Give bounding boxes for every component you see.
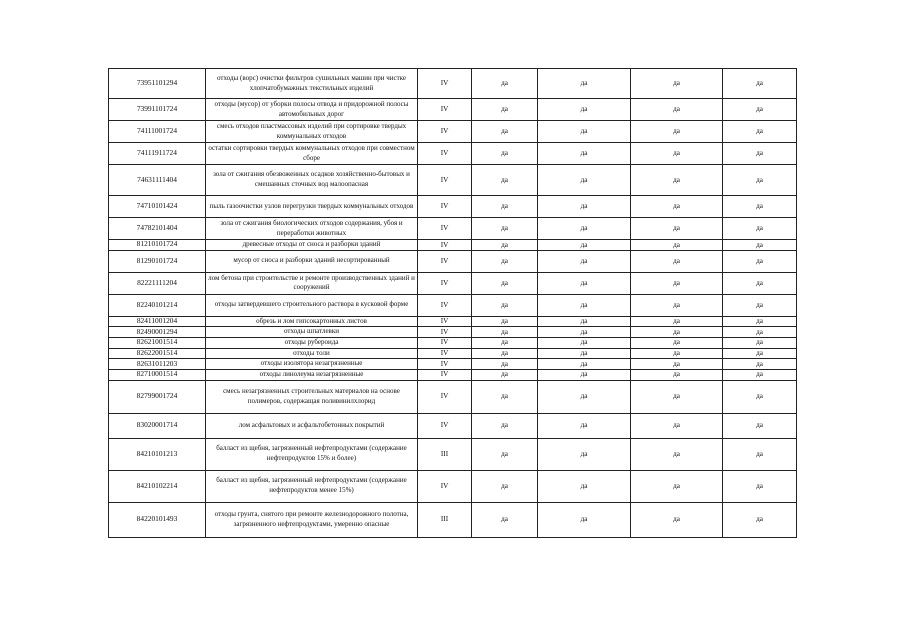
waste-description-cell: отходы рубероида [206, 337, 418, 348]
column-2-value: да [538, 327, 631, 338]
waste-description-cell: пыль газоочистки узлов перегрузки твердых коммунальных отходов [206, 196, 418, 218]
waste-code-cell: 74710101424 [109, 196, 206, 218]
column-4-value: да [723, 359, 797, 370]
table-body [109, 69, 797, 538]
hazard-class-cell: IV [418, 348, 472, 359]
column-2-value: да [538, 69, 631, 99]
column-3-value: да [631, 294, 723, 316]
column-4-value: да [723, 218, 797, 240]
waste-description-cell: лом бетона при строительстве и ремонте производственных зданий и сооружений [206, 272, 418, 294]
column-4-value: да [723, 413, 797, 438]
table-row [109, 337, 797, 348]
column-2-value: да [538, 369, 631, 380]
column-4-value: да [723, 69, 797, 99]
waste-code-cell: 74782101404 [109, 218, 206, 240]
column-3-value: да [631, 272, 723, 294]
column-2-value: да [538, 359, 631, 370]
waste-code-cell: 84220101493 [109, 502, 206, 537]
table-row [109, 316, 797, 327]
hazard-class-cell: IV [418, 327, 472, 338]
table-row [109, 348, 797, 359]
waste-description-cell: балласт из щебня, загрязненный нефтепродуктами (содержание нефтепродуктов 15% и более) [206, 438, 418, 470]
waste-code-cell: 84210102214 [109, 470, 206, 502]
column-4-value: да [723, 470, 797, 502]
waste-description-cell: обрезь и лом гипсокартонных листов [206, 316, 418, 327]
hazard-class-cell: IV [418, 369, 472, 380]
waste-description-cell: балласт из щебня, загрязненный нефтепродуктами (содержание нефтепродуктов менее 15%) [206, 470, 418, 502]
waste-description-cell: зола от сжигания обезвоженных осадков хозяйственно-бытовых и смешанных сточных вод малоопасная [206, 165, 418, 196]
column-1-value: да [472, 369, 538, 380]
column-1-value: да [472, 470, 538, 502]
table-row [109, 438, 797, 470]
table-row [109, 327, 797, 338]
table-row [109, 369, 797, 380]
waste-code-cell: 74111911724 [109, 143, 206, 165]
column-3-value: да [631, 359, 723, 370]
column-3-value: да [631, 218, 723, 240]
table-row [109, 502, 797, 537]
column-2-value: да [538, 143, 631, 165]
column-3-value: да [631, 121, 723, 143]
hazard-class-cell: IV [418, 165, 472, 196]
column-2-value: да [538, 218, 631, 240]
column-3-value: да [631, 470, 723, 502]
column-3-value: да [631, 413, 723, 438]
column-1-value: да [472, 250, 538, 272]
waste-code-cell: 82799001724 [109, 380, 206, 413]
column-4-value: да [723, 438, 797, 470]
waste-description-cell: отходы грунта, снятого при ремонте железнодорожного полотна, загрязненного нефтепродуктами, умеренно опасные [206, 502, 418, 537]
hazard-class-cell: IV [418, 316, 472, 327]
column-2-value: да [538, 240, 631, 251]
waste-code-cell: 82621001514 [109, 337, 206, 348]
waste-table [108, 68, 797, 538]
table-row [109, 413, 797, 438]
column-2-value: да [538, 438, 631, 470]
column-4-value: да [723, 294, 797, 316]
column-4-value: да [723, 327, 797, 338]
waste-code-cell: 82221111204 [109, 272, 206, 294]
table-row [109, 69, 797, 99]
column-4-value: да [723, 337, 797, 348]
waste-code-cell: 82240101214 [109, 294, 206, 316]
column-2-value: да [538, 316, 631, 327]
table-row [109, 359, 797, 370]
hazard-class-cell: IV [418, 240, 472, 251]
column-2-value: да [538, 121, 631, 143]
waste-description-cell: остатки сортировки твердых коммунальных отходов при совместном сборе [206, 143, 418, 165]
column-3-value: да [631, 143, 723, 165]
column-3-value: да [631, 250, 723, 272]
column-3-value: да [631, 380, 723, 413]
column-1-value: да [472, 196, 538, 218]
table-row [109, 196, 797, 218]
column-2-value: да [538, 99, 631, 121]
hazard-class-cell: IV [418, 196, 472, 218]
column-3-value: да [631, 369, 723, 380]
column-4-value: да [723, 380, 797, 413]
hazard-class-cell: IV [418, 250, 472, 272]
column-2-value: да [538, 294, 631, 316]
waste-code-cell: 84210101213 [109, 438, 206, 470]
column-1-value: да [472, 294, 538, 316]
column-1-value: да [472, 69, 538, 99]
hazard-class-cell: IV [418, 380, 472, 413]
waste-code-cell: 83020001714 [109, 413, 206, 438]
column-4-value: да [723, 99, 797, 121]
column-3-value: да [631, 316, 723, 327]
column-2-value: да [538, 272, 631, 294]
hazard-class-cell: IV [418, 272, 472, 294]
waste-code-cell: 74631111404 [109, 165, 206, 196]
waste-description-cell: отходы изолятора незагрязненные [206, 359, 418, 370]
column-3-value: да [631, 348, 723, 359]
waste-code-cell: 81210101724 [109, 240, 206, 251]
column-3-value: да [631, 438, 723, 470]
waste-code-cell: 82710001514 [109, 369, 206, 380]
column-3-value: да [631, 196, 723, 218]
column-3-value: да [631, 502, 723, 537]
table-row [109, 470, 797, 502]
column-4-value: да [723, 369, 797, 380]
column-1-value: да [472, 413, 538, 438]
column-2-value: да [538, 196, 631, 218]
hazard-class-cell: III [418, 438, 472, 470]
column-1-value: да [472, 380, 538, 413]
table-row [109, 250, 797, 272]
waste-description-cell: отходы толи [206, 348, 418, 359]
waste-description-cell: лом асфальтовых и асфальтобетонных покрытий [206, 413, 418, 438]
column-4-value: да [723, 165, 797, 196]
hazard-class-cell: IV [418, 294, 472, 316]
column-1-value: да [472, 316, 538, 327]
waste-code-cell: 73991101724 [109, 99, 206, 121]
column-4-value: да [723, 196, 797, 218]
hazard-class-cell: IV [418, 413, 472, 438]
column-1-value: да [472, 359, 538, 370]
column-2-value: да [538, 470, 631, 502]
column-1-value: да [472, 337, 538, 348]
waste-code-cell: 82490001294 [109, 327, 206, 338]
table-row [109, 294, 797, 316]
column-1-value: да [472, 502, 538, 537]
waste-code-cell: 74111001724 [109, 121, 206, 143]
column-3-value: да [631, 337, 723, 348]
column-2-value: да [538, 502, 631, 537]
waste-code-cell: 82622001514 [109, 348, 206, 359]
table-row [109, 143, 797, 165]
column-1-value: да [472, 218, 538, 240]
hazard-class-cell: IV [418, 337, 472, 348]
table-row [109, 165, 797, 196]
hazard-class-cell: IV [418, 470, 472, 502]
column-4-value: да [723, 250, 797, 272]
table-row [109, 240, 797, 251]
waste-description-cell: смесь незагрязненных строительных материалов на основе полимеров, содержащая поливинилхлорид [206, 380, 418, 413]
column-3-value: да [631, 327, 723, 338]
column-2-value: да [538, 337, 631, 348]
column-1-value: да [472, 272, 538, 294]
column-2-value: да [538, 348, 631, 359]
column-4-value: да [723, 348, 797, 359]
column-3-value: да [631, 240, 723, 251]
column-2-value: да [538, 380, 631, 413]
column-1-value: да [472, 327, 538, 338]
hazard-class-cell: III [418, 502, 472, 537]
column-3-value: да [631, 69, 723, 99]
waste-code-cell: 81290101724 [109, 250, 206, 272]
column-1-value: да [472, 165, 538, 196]
column-4-value: да [723, 272, 797, 294]
column-2-value: да [538, 165, 631, 196]
hazard-class-cell: IV [418, 143, 472, 165]
column-1-value: да [472, 99, 538, 121]
column-1-value: да [472, 121, 538, 143]
waste-description-cell: отходы (мусор) от уборки полосы отвода и придорожной полосы автомобильных дорог [206, 99, 418, 121]
column-4-value: да [723, 143, 797, 165]
table-row [109, 218, 797, 240]
column-1-value: да [472, 143, 538, 165]
waste-description-cell: древесные отходы от сноса и разборки зданий [206, 240, 418, 251]
hazard-class-cell: IV [418, 121, 472, 143]
waste-description-cell: отходы линолеума незагрязненные [206, 369, 418, 380]
hazard-class-cell: IV [418, 359, 472, 370]
column-4-value: да [723, 121, 797, 143]
waste-code-cell: 73951101294 [109, 69, 206, 99]
waste-description-cell: зола от сжигания биологических отходов содержания, убоя и переработки животных [206, 218, 418, 240]
hazard-class-cell: IV [418, 99, 472, 121]
waste-description-cell: смесь отходов пластмассовых изделий при сортировке твердых коммунальных отходов [206, 121, 418, 143]
waste-code-cell: 82411001204 [109, 316, 206, 327]
waste-description-cell: мусор от сноса и разборки зданий несортированный [206, 250, 418, 272]
table-row [109, 99, 797, 121]
column-3-value: да [631, 99, 723, 121]
waste-code-cell: 82631011203 [109, 359, 206, 370]
column-2-value: да [538, 250, 631, 272]
column-2-value: да [538, 413, 631, 438]
column-4-value: да [723, 240, 797, 251]
table-row [109, 380, 797, 413]
waste-description-cell: отходы шпатлевки [206, 327, 418, 338]
column-4-value: да [723, 316, 797, 327]
table-row [109, 121, 797, 143]
column-1-value: да [472, 348, 538, 359]
column-1-value: да [472, 438, 538, 470]
table-row [109, 272, 797, 294]
hazard-class-cell: IV [418, 69, 472, 99]
hazard-class-cell: IV [418, 218, 472, 240]
waste-description-cell: отходы (ворс) очистки фильтров сушильных машин при чистке хлопчатобумажных текстильных изделий [206, 69, 418, 99]
waste-description-cell: отходы затвердевшего строительного раствора в кусковой форме [206, 294, 418, 316]
column-1-value: да [472, 240, 538, 251]
column-3-value: да [631, 165, 723, 196]
column-4-value: да [723, 502, 797, 537]
